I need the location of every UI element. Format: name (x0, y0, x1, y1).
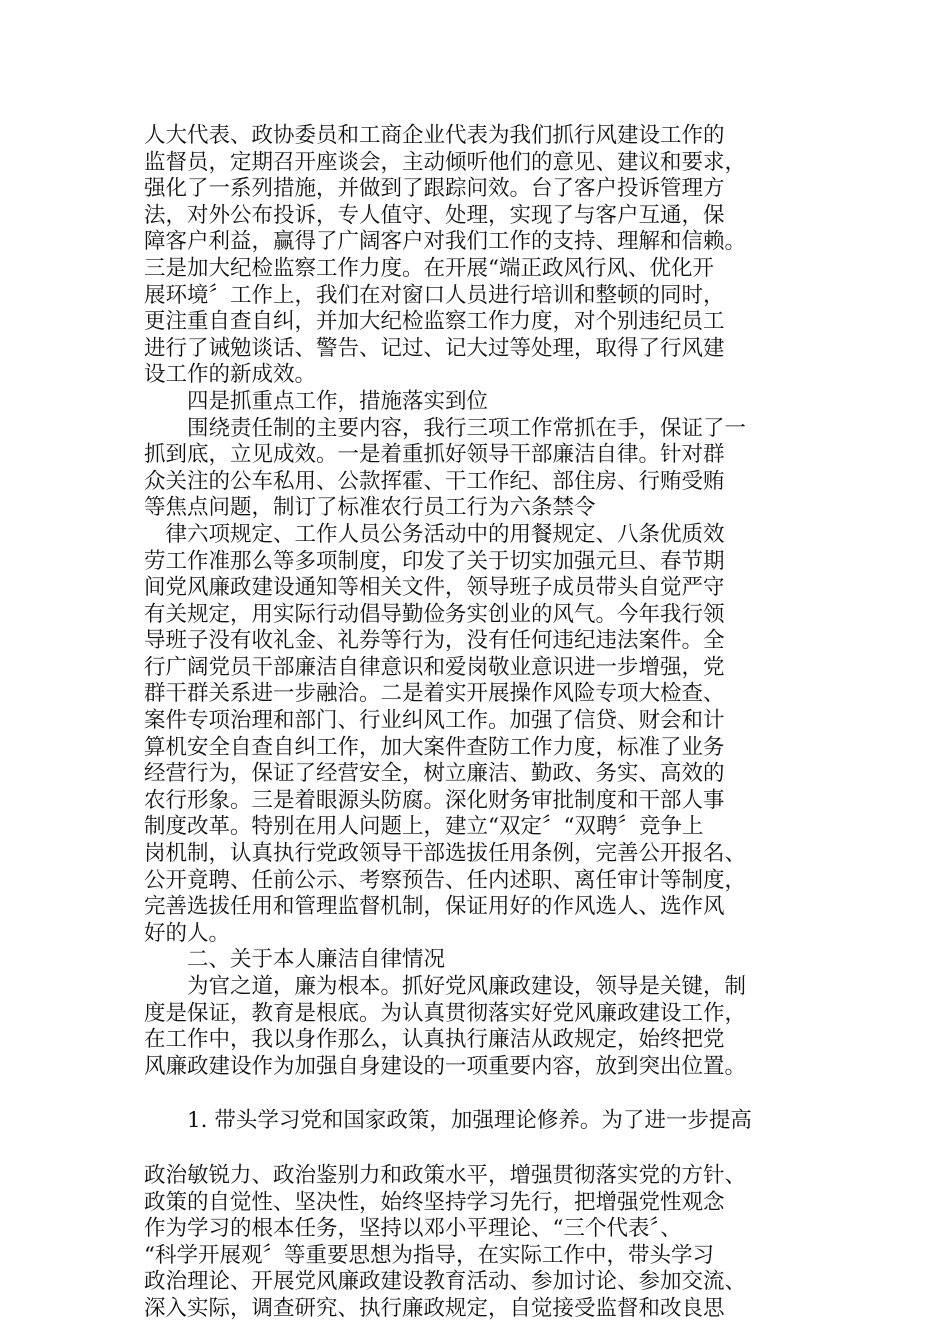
text-line: 好的人。 (144, 920, 231, 946)
section-heading: 四是抓重点工作，措施落实到位 (144, 388, 489, 414)
text-line: 政治理论、开展党风廉政建设教育活动、参加讨论、参加交流、 (144, 1269, 747, 1295)
text-line: 深入实际，调查研究、执行廉政规定，自觉接受监督和改良思 (144, 1295, 725, 1321)
text-line: 间党风廉政建设通知等相关文件，领导班子成员带头自觉严守 (144, 575, 725, 601)
text-line: 作为学习的根本任务，坚持以邓小平理论、“三个代表〞、 (144, 1216, 682, 1242)
text-line: 政策的自觉性、坚决性，始终坚持学习先行，把增强党性观念 (144, 1189, 725, 1215)
text-line: 三是加大纪检监察工作力度。在开展“端正政风行风、优化开 (144, 255, 714, 281)
text-line: 法，对外公布投诉，专人值守、处理，实现了与客户互通，保 (144, 202, 725, 228)
text-line: 度是保证，教育是根底。为认真贯彻落实好党风廉政建设工作， (144, 1000, 747, 1026)
text-line: 制度改革。特别在用人问题上，建立“双定〞“双聘〞竞争上 (144, 814, 704, 840)
text-line: 强化了一系列措施，并做到了跟踪问效。台了客户投诉管理方 (144, 176, 725, 202)
text-line: 风廉政建设作为加强自身建设的一项重要内容，放到突出位置。 (144, 1053, 747, 1079)
text-line: 政治敏锐力、政治鉴别力和政策水平，增强贯彻落实党的方针、 (144, 1162, 747, 1188)
text-line: 在工作中，我以身作那么，认真执行廉洁从政规定，始终把党 (144, 1027, 725, 1053)
text-line: 等焦点问题，制订了标准农行员工行为六条禁令 (144, 495, 596, 521)
text-line: “科学开展观〞等重要思想为指导，在实际工作中，带头学习 (144, 1242, 714, 1268)
text-line: 完善选拔任用和管理监督机制，保证用好的作风选人、选作风 (144, 894, 725, 920)
text-line: 围绕责任制的主要内容，我行三项工作常抓在手，保证了一 (144, 415, 747, 441)
text-line: 算机安全自查自纠工作，加大案件查防工作力度，标准了业务 (144, 734, 725, 760)
text-line: 更注重自查自纠，并加大纪检监察工作力度，对个别违纪员工 (144, 309, 725, 335)
text-line: 众关注的公车私用、公款挥霍、干工作纪、部住房、行贿受贿 (144, 468, 725, 494)
text-line: 设工作的新成效。 (144, 362, 317, 388)
text-line: 展环境〞工作上，我们在对窗口人员进行培训和整顿的同时， (144, 282, 725, 308)
text-line: 劳工作准那么等多项制度，印发了关于切实加强元旦、春节期 (144, 548, 725, 574)
text-line: 群干群关系进一步融洽。二是着实开展操作风险专项大检查、 (144, 681, 725, 707)
section-heading: 二、关于本人廉洁自律情况 (144, 947, 446, 973)
text-line: 经营行为，保证了经营安全，树立廉洁、勤政、务实、高效的 (144, 761, 725, 787)
text-line: 律六项规定、工作人员公务活动中的用餐规定、八条优质效 (144, 521, 725, 547)
text-line: 案件专项治理和部门、行业纠风工作。加强了信贷、财会和计 (144, 708, 725, 734)
paragraph-gap (144, 1135, 824, 1163)
text-line: 有关规定，用实际行动倡导勤俭务实创业的风气。今年我行领 (144, 601, 725, 627)
text-line: 监督员，定期召开座谈会，主动倾听他们的意见、建议和要求， (144, 149, 747, 175)
text-line: 农行形象。三是着眼源头防腐。深化财务审批制度和干部人事 (144, 787, 725, 813)
paragraph-gap (144, 1080, 824, 1108)
text-line: 为官之道，廉为根本。抓好党风廉政建设，领导是关键，制 (144, 974, 747, 999)
text-line: 公开竟聘、任前公示、考察预告、任内述职、离任审计等制度， (144, 867, 747, 893)
text-line: 障客户利益，赢得了广阔客户对我们工作的支持、理解和信赖。 (144, 229, 747, 255)
text-line: 行广阔党员干部廉洁自律意识和爱岗敬业意识进一步增强，党 (144, 654, 725, 680)
text-line: 进行了诫勉谈话、警告、记过、记大过等处理，取得了行风建 (144, 335, 725, 361)
body-text (144, 123, 824, 1323)
text-line: 人大代表、政协委员和工商企业代表为我们抓行风建设工作的 (144, 123, 725, 148)
text-line: 岗机制，认真执行党政领导干部选拔任用条例，完善公开报名、 (144, 841, 747, 867)
text-line: 导班子没有收礼金、礼券等行为，没有任何违纪违法案件。全 (144, 628, 725, 654)
numbered-item: 1. 带头学习党和国家政策，加强理论修养。为了进一步提高 (144, 1108, 752, 1134)
text-line: 抓到底，立见成效。一是着重抓好领导干部廉洁自律。针对群 (144, 442, 725, 468)
